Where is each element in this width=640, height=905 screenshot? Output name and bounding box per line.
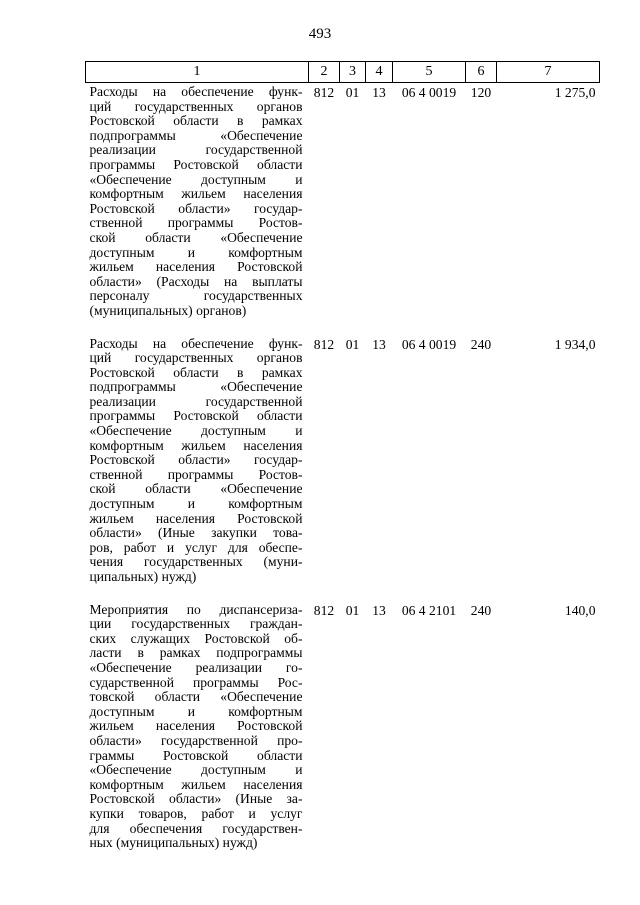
description-line: комфортным жильем населения xyxy=(89,776,303,792)
description-line: комфортным жильем населения xyxy=(89,186,303,202)
description-line: Ростовской области в рамках xyxy=(89,364,303,380)
description-line: Расходы на обеспечение функ- xyxy=(89,335,303,351)
description-line: ственной программы Ростов- xyxy=(89,466,303,482)
description-line: ных (муниципальных) нужд) xyxy=(89,835,258,851)
row-description xyxy=(86,601,309,867)
description-line: товской области «Обеспечение xyxy=(89,689,303,705)
expense-type-code: 240 xyxy=(470,602,492,618)
description-line: «Обеспечение реализации го- xyxy=(89,659,303,675)
expense-type-code: 120 xyxy=(470,85,492,100)
description-line: чения государственных (муни- xyxy=(89,554,303,570)
subsection-code: 13 xyxy=(372,85,386,100)
table-row xyxy=(86,601,600,867)
description-line: ласти в рамках подпрограммы xyxy=(89,645,303,661)
description-line: Мероприятия по диспансеризa- xyxy=(89,601,303,617)
description-line: жильем населения Ростовской xyxy=(89,259,303,275)
section-code: 01 xyxy=(345,602,360,618)
target-article-code: 06 4 0019 xyxy=(401,336,457,352)
table-row xyxy=(86,335,600,601)
target-article-code: 06 4 0019 xyxy=(401,85,457,100)
description-line: купки товаров, работ и услуг xyxy=(89,805,303,821)
header-col-2: 2 xyxy=(309,62,340,83)
description-line: ственной программы Ростов- xyxy=(89,215,303,231)
description-line: персоналу государственных xyxy=(89,288,303,304)
row-description xyxy=(86,335,309,601)
description-line: ских служащих Ростовской об- xyxy=(89,630,303,646)
amount: 1 934,0 xyxy=(554,336,596,352)
description-line: жильем населения Ростовской xyxy=(89,718,303,734)
subsection-code: 13 xyxy=(372,602,386,618)
description-line: реализации государственной xyxy=(89,142,303,158)
ministry-code: 812 xyxy=(313,85,335,100)
description-line: доступным и комфортным xyxy=(89,496,303,512)
header-row xyxy=(86,62,600,83)
budget-table xyxy=(85,61,600,867)
description-line: жильем населения Ростовской xyxy=(89,510,303,526)
header-col-3: 3 xyxy=(340,62,366,83)
description-line: для обеспечения государствен- xyxy=(89,820,303,836)
expense-type-code: 240 xyxy=(470,336,492,352)
header-col-7: 7 xyxy=(497,62,600,83)
description-line: программы Ростовской области xyxy=(89,156,303,172)
description-line: доступным и комфортным xyxy=(89,244,303,260)
description-line: реализации государственной xyxy=(89,393,303,409)
ministry-code: 812 xyxy=(313,336,335,352)
description-line: «Обеспечение доступным и xyxy=(89,762,303,778)
header-col-6: 6 xyxy=(466,62,497,83)
description-line: граммы Ростовской области xyxy=(89,747,303,763)
ministry-code: 812 xyxy=(313,602,335,618)
row-description xyxy=(86,83,309,335)
description-line: Ростовской области» государ- xyxy=(89,452,303,468)
description-line: Ростовской области» государ- xyxy=(89,200,303,216)
table-row xyxy=(86,83,600,335)
description-line: ций государственных органов xyxy=(89,350,303,366)
description-line: области» государственной про- xyxy=(89,732,303,748)
description-line: ской области «Обеспечение xyxy=(89,481,303,497)
description-line: области» (Иные закупки това- xyxy=(89,525,303,541)
description-line: Ростовской области в рамках xyxy=(89,113,303,129)
description-line: программы Ростовской области xyxy=(89,408,303,424)
description-line: ципальных) нужд) xyxy=(89,569,197,584)
header-col-5: 5 xyxy=(393,62,466,83)
header-col-1: 1 xyxy=(86,62,309,83)
description-line: ций государственных органов xyxy=(89,98,303,114)
description-line: области» (Расходы на выплаты xyxy=(89,273,303,289)
description-line: Расходы на обеспечение функ- xyxy=(89,84,303,99)
description-line: ской области «Обеспечение xyxy=(89,229,303,245)
target-article-code: 06 4 2101 xyxy=(401,602,457,618)
page-number: 493 xyxy=(308,26,332,42)
description-line: ции государственных граждан- xyxy=(89,616,303,632)
description-line: подпрограммы «Обеспечение xyxy=(89,127,303,143)
description-line: комфортным жильем населения xyxy=(89,437,303,453)
description-line: Ростовской области» (Иные за- xyxy=(89,791,303,807)
description-line: сударственной программы Рос- xyxy=(89,674,303,690)
amount: 140,0 xyxy=(564,602,596,618)
description-line: подпрограммы «Обеспечение xyxy=(89,379,303,395)
header-col-4: 4 xyxy=(366,62,393,83)
description-line: ров, работ и услуг для обеспе- xyxy=(89,539,303,555)
description-line: доступным и комфортным xyxy=(89,703,303,719)
section-code: 01 xyxy=(345,336,360,352)
description-line: (муниципальных) органов) xyxy=(89,302,247,318)
section-code: 01 xyxy=(345,85,360,100)
description-line: «Обеспечение доступным и xyxy=(89,423,303,439)
description-line: «Обеспечение доступным и xyxy=(89,171,303,187)
amount: 1 275,0 xyxy=(554,85,596,100)
subsection-code: 13 xyxy=(372,336,386,352)
